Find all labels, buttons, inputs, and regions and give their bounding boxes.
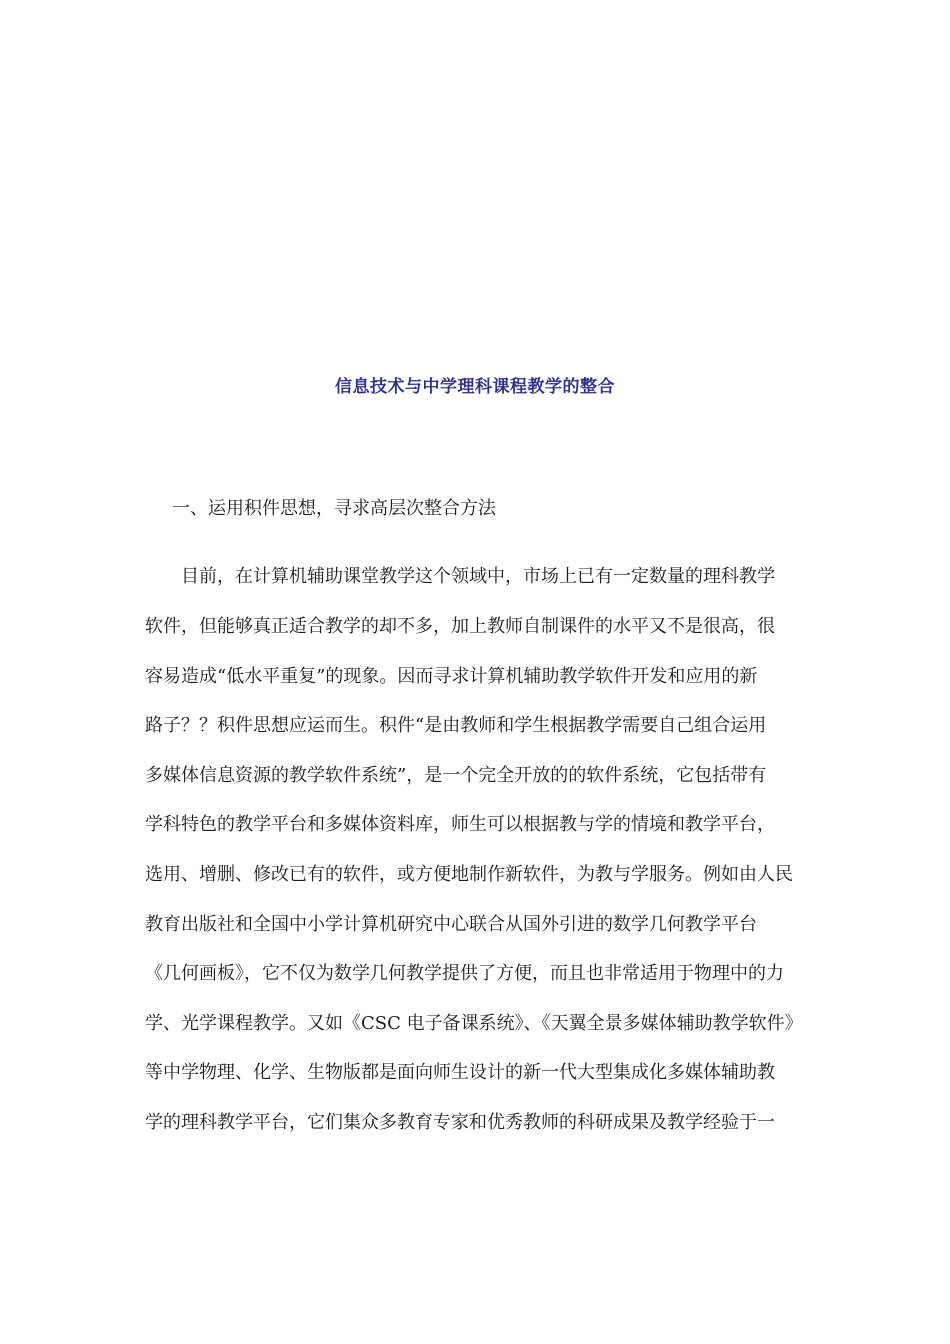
body-text-line: 学的理科教学平台，它们集众多教育专家和优秀教师的科研成果及教学经验于一: [145, 1112, 775, 1133]
document-title: 信息技术与中学理科课程教学的整合: [335, 377, 615, 397]
body-text-line: 选用、增删、修改已有的软件，或方便地制作新软件，为教与学服务。例如由人民: [145, 864, 793, 885]
body-text-line: 学科特色的教学平台和多媒体资料库，师生可以根据教与学的情境和教学平台，: [145, 814, 775, 835]
body-text-line: 路子？？积件思想应运而生。积件“是由教师和学生根据教学需要自己组合运用: [145, 715, 767, 736]
section-heading: 一、运用积件思想，寻求高层次整合方法: [172, 498, 496, 519]
body-text-line: 软件，但能够真正适合教学的却不多，加上教师自制课件的水平又不是很高，很: [145, 616, 775, 637]
body-text-line: 《几何画板》，它不仅为数学几何教学提供了方便，而且也非常适用于物理中的力: [145, 963, 784, 984]
body-text-line: 教育出版社和全国中小学计算机研究中心联合从国外引进的数学几何教学平台: [145, 914, 757, 935]
body-text-line: 多媒体信息资源的教学软件系统”，是一个完全开放的的软件系统，它包括带有: [145, 765, 767, 786]
body-text-line: 目前，在计算机辅助课堂教学这个领域中，市场上已有一定数量的理科教学: [181, 566, 775, 587]
body-text-line: 学、光学课程教学。又如《CSC 电子备课系统》、《天翼全景多媒体辅助教学软件》: [145, 1013, 803, 1034]
body-text-line: 等中学物理、化学、生物版都是面向师生设计的新一代大型集成化多媒体辅助教: [145, 1062, 775, 1083]
body-text-line: 容易造成“低水平重复”的现象。因而寻求计算机辅助教学软件开发和应用的新: [145, 666, 758, 687]
